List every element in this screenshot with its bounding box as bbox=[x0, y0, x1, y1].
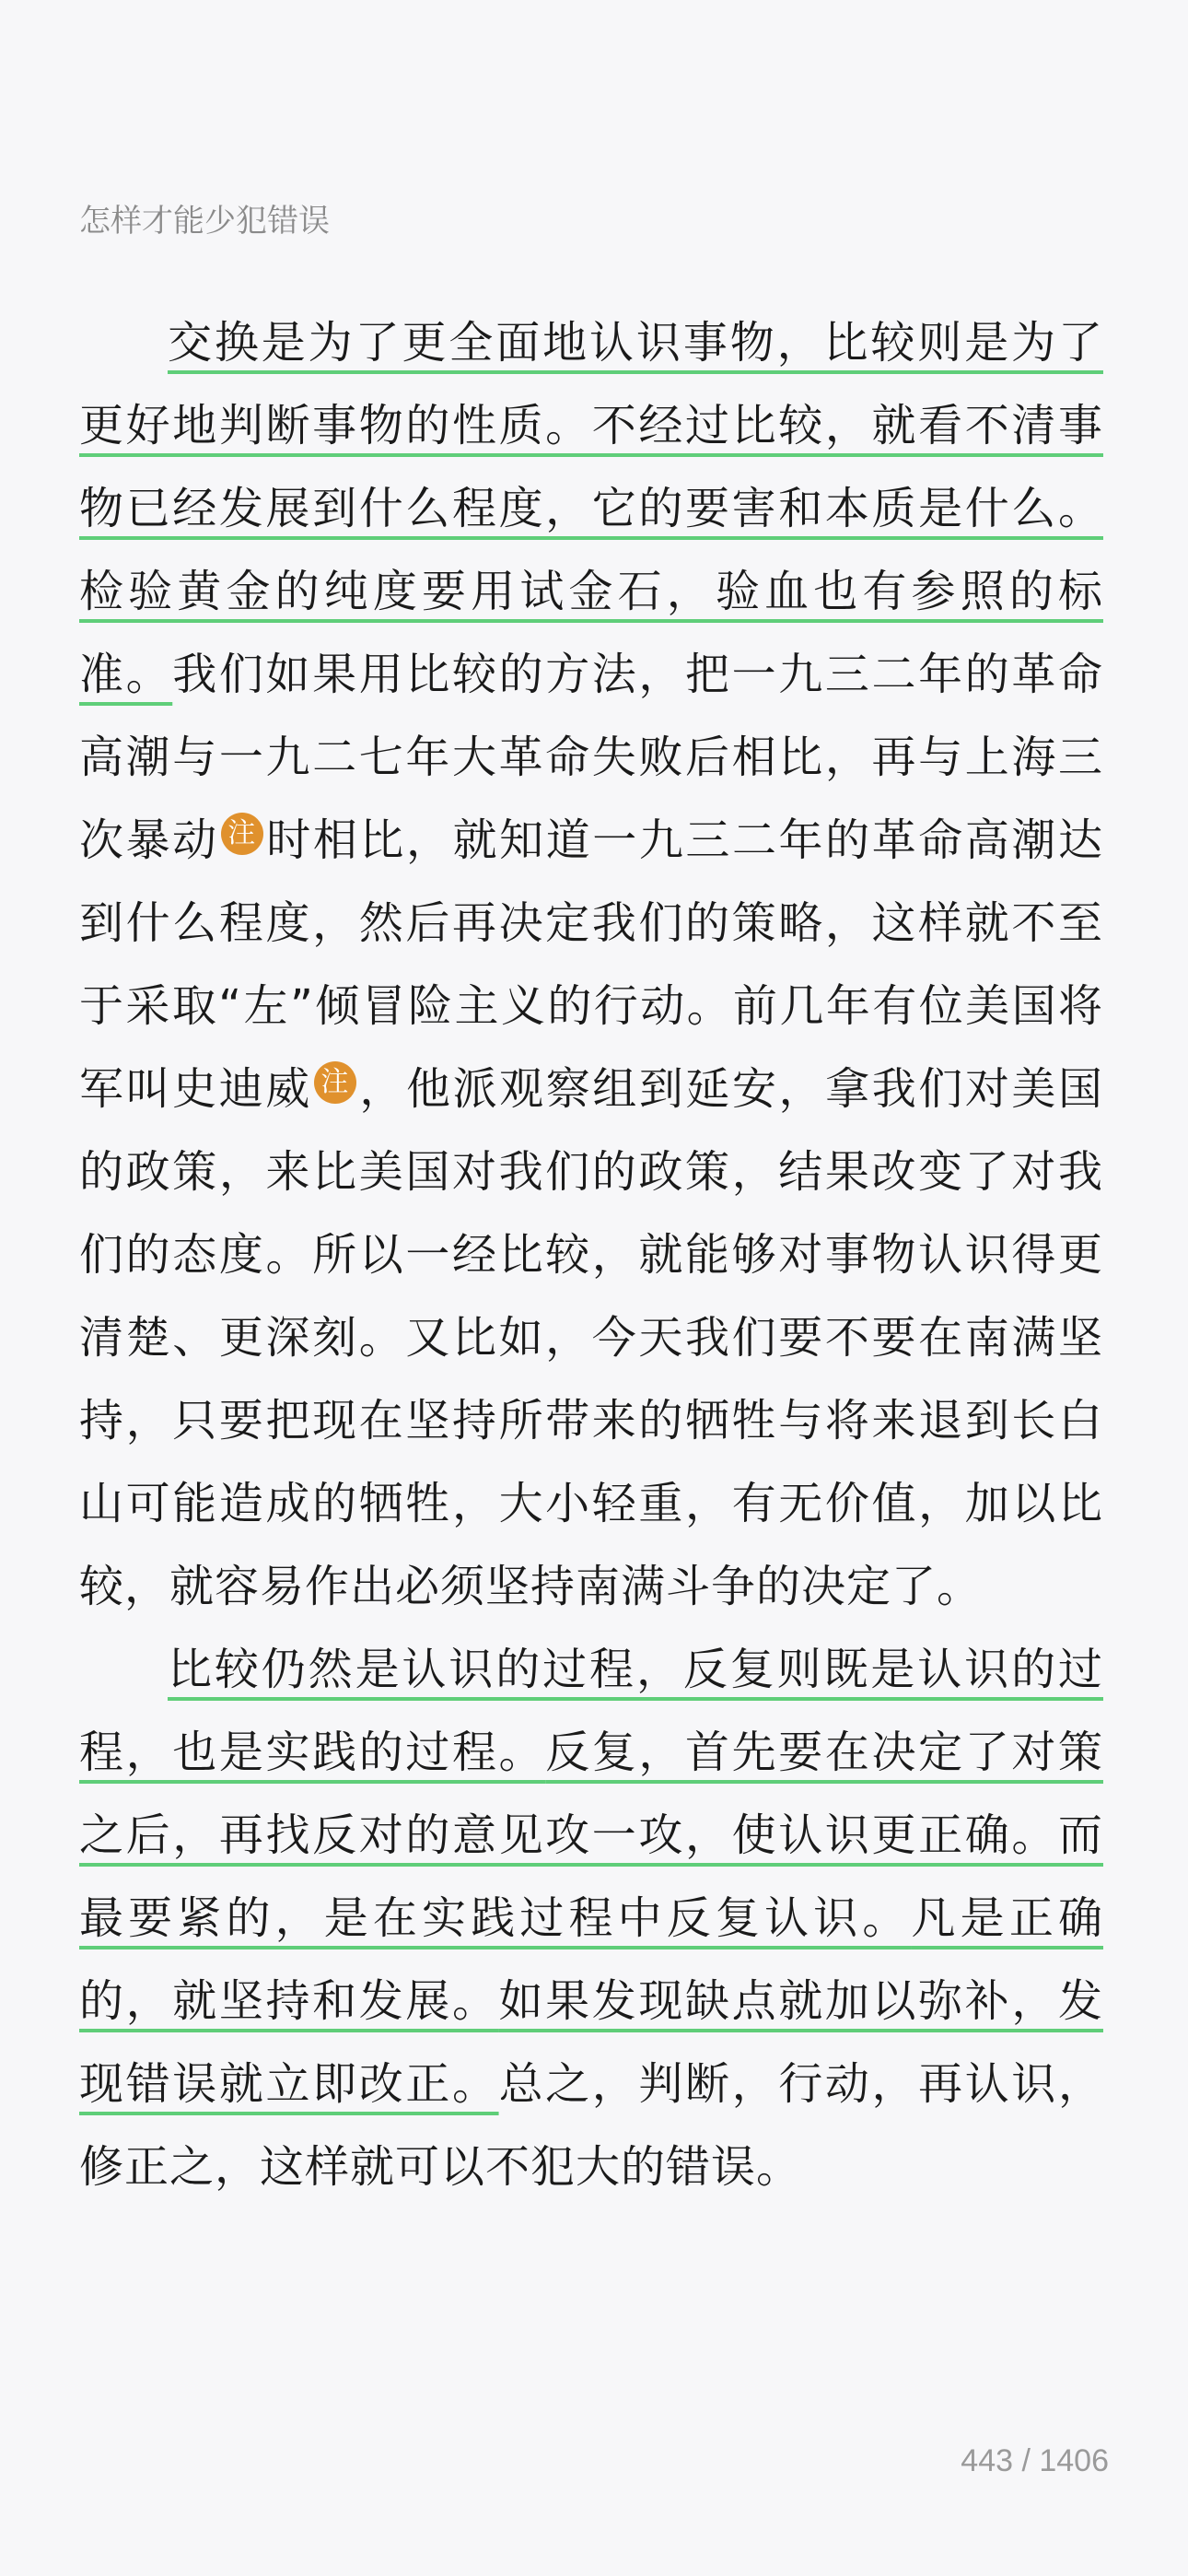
highlighted-passage[interactable]: 交换是为了更全面地认识事物，比较则是为了更好地判断事物的性质。不经过比较，就看不清事物已经发展到什么程度，它的要害和本质是什么。检验黄金的纯度要用试金石，验血也有参照的标准。 bbox=[79, 317, 1103, 700]
paragraph bbox=[79, 1628, 1103, 2208]
body-text: ，他派观察组到延安，拿我们对美国的政策，来比美国对我们的政策，结果改变了对我们的态度。所以一经比较，就能够对事物认识得更清楚、更深刻。又比如，今天我们要不要在南满坚持，只要把现在坚持所带来的牺牲与将来退到长白山可能造成的牺牲，大小轻重，有无价值，加以比较，就容易作出必须坚持南满斗争的决定了。 bbox=[79, 1063, 1103, 1612]
highlighted-passage[interactable]: 反复，首先要在决定了对策之后，再找反对的意见攻一攻，使认识更正确。而最要紧的，是在实践过程中反复认识。 bbox=[79, 1727, 1103, 1944]
footnote-marker-icon[interactable]: 注 bbox=[221, 813, 263, 855]
highlighted-passage[interactable]: 比较仍然是认识的过程，反复则既是认识的过程，也是实践的过程。 bbox=[79, 1644, 1103, 1778]
highlighted-passage[interactable]: 凡是正确的，就坚持和发展。 bbox=[79, 1892, 1103, 2027]
footnote-marker-icon[interactable]: 注 bbox=[314, 1061, 356, 1104]
chapter-title: 怎样才能少犯错误 bbox=[79, 203, 330, 240]
highlighted-passage[interactable]: 如果发现缺点就加以弥补，发现错误就立即改正。 bbox=[79, 1975, 1103, 2110]
body-text: 时相比，就知道一九三二年的革命高潮达到什么程度，然后再决定我们的策略，这样就不至于采取“左”倾冒险主义的行动。前几年有位美国将军叫史迪威 bbox=[79, 814, 1103, 1115]
body-text: 总之，判断，行动，再认识，修正之，这样就可以不犯大的错误。 bbox=[79, 2058, 1103, 2193]
body-text: 我们如果用比较的方法，把一九三二年的革命高潮与一九二七年大革命失败后相比，再与上海三次暴动 bbox=[79, 649, 1103, 866]
paragraph bbox=[79, 301, 1103, 1628]
reading-content[interactable] bbox=[79, 301, 1103, 2208]
page-indicator: 443 / 1406 bbox=[961, 2443, 1109, 2478]
